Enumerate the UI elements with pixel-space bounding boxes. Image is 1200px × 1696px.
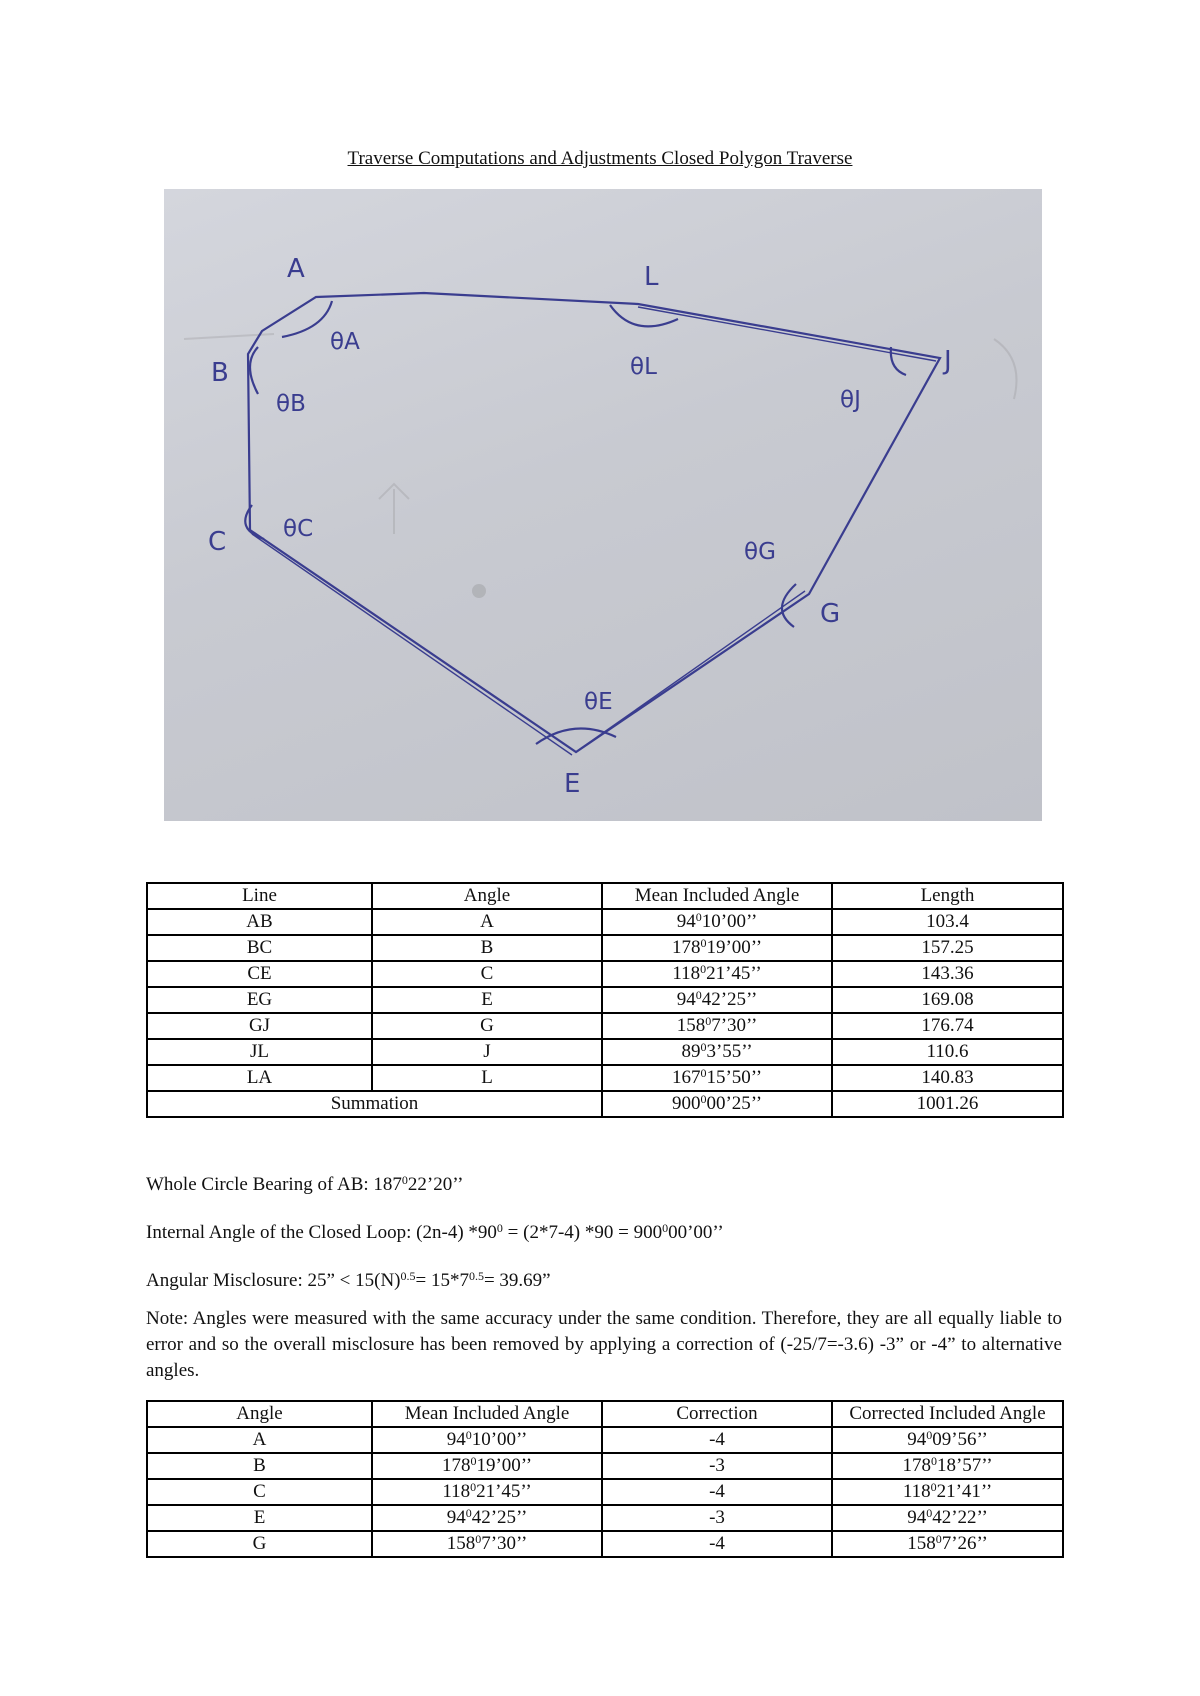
cell-angle: E (147, 1505, 372, 1531)
cell-angle: A (372, 909, 602, 935)
header-angle: Angle (372, 883, 602, 909)
angle-label-j: θJ (840, 387, 861, 413)
table-row (147, 1065, 1063, 1091)
cell-mean-angle: $94^010’00$’’ (602, 909, 832, 935)
cell-angle: E (372, 987, 602, 1013)
table-row (147, 987, 1063, 1013)
note-paragraph: Note: Angles were measured with the same accuracy under the same condition. Therefore, they are all equally liable to error and so the overall misclosure has been removed by applying a correction of (-25/7=-3.6) -3” or -4” to alternative angles. (146, 1308, 1062, 1381)
table-header-row (147, 1401, 1063, 1427)
table-row (147, 1479, 1063, 1505)
cell-mean-angle: $94^042’25$’’ (372, 1505, 602, 1531)
cell-corrected-angle: $158^07’26$’’ (832, 1531, 1063, 1557)
angle-label-c: θC (283, 516, 314, 542)
cell-correction: -3 (602, 1505, 832, 1531)
header-correction: Correction (602, 1401, 832, 1427)
angle-label-b: θB (276, 391, 306, 417)
cell-correction: -4 (602, 1427, 832, 1453)
vertex-label-j: J (944, 346, 952, 376)
vertex-label-l: L (644, 262, 659, 292)
cell-mean-angle: $167^015’50$’’ (602, 1065, 832, 1091)
cell-line: EG (147, 987, 372, 1013)
cell-angle: G (372, 1013, 602, 1039)
angle-label-l: θL (630, 354, 657, 380)
cell-line: AB (147, 909, 372, 935)
vertex-label-a: A (287, 254, 305, 284)
vertex-label-b: B (211, 358, 229, 388)
cell-mean-angle: $89^03’55$’’ (602, 1039, 832, 1065)
cell-angle: A (147, 1427, 372, 1453)
cell-corrected-angle: $94^009’56$’’ (832, 1427, 1063, 1453)
header-length: Length (832, 883, 1063, 909)
cell-angle: C (147, 1479, 372, 1505)
angle-label-e: θE (584, 689, 613, 715)
cell-mean-angle: $178^019’00$’’ (602, 935, 832, 961)
correction-table (146, 1400, 1064, 1558)
misclosure-line: Angular Misclosure: 25” < $15(N)^{0.5}= 15*7^{0.5}= 39.69$” (146, 1269, 551, 1291)
table-row (147, 1013, 1063, 1039)
angle-label-a: θA (330, 329, 360, 355)
cell-angle: L (372, 1065, 602, 1091)
table-row (147, 961, 1063, 987)
cell-mean-angle: $158^07’30$’’ (372, 1531, 602, 1557)
table-row (147, 909, 1063, 935)
cell-correction: -4 (602, 1479, 832, 1505)
table-row (147, 935, 1063, 961)
summation-angle: $900^000’25$’’ (602, 1091, 832, 1117)
cell-corrected-angle: $118^021’41$’’ (832, 1479, 1063, 1505)
cell-corrected-angle: $94^042’22$’’ (832, 1505, 1063, 1531)
angle-labels (276, 329, 861, 715)
cell-length: 169.08 (832, 987, 1063, 1013)
header-mean-included-angle: Mean Included Angle (602, 883, 832, 909)
summation-label: Summation (147, 1091, 602, 1117)
page-title: Traverse Computations and Adjustments Closed Polygon Traverse (347, 148, 853, 169)
header-mean-included-angle: Mean Included Angle (372, 1401, 602, 1427)
cell-mean-angle: $94^010’00$’’ (372, 1427, 602, 1453)
header-line: Line (147, 883, 372, 909)
cell-length: 157.25 (832, 935, 1063, 961)
cell-angle: J (372, 1039, 602, 1065)
traverse-polygon (248, 293, 940, 755)
cell-angle: B (147, 1453, 372, 1479)
cell-line: CE (147, 961, 372, 987)
cell-mean-angle: $118^021’45$’’ (372, 1479, 602, 1505)
summation-row (147, 1091, 1063, 1117)
cell-correction: -4 (602, 1531, 832, 1557)
bearing-line: Whole Circle Bearing of AB: $187^022’20$’’ (146, 1173, 464, 1195)
table-header-row (147, 883, 1063, 909)
table-row (147, 1427, 1063, 1453)
angle-label-g: θG (744, 539, 776, 565)
summation-length: 1001.26 (832, 1091, 1063, 1117)
vertex-labels (208, 254, 952, 799)
mean-angle-table (146, 882, 1064, 1118)
cell-line: BC (147, 935, 372, 961)
cell-angle: G (147, 1531, 372, 1557)
cell-length: 176.74 (832, 1013, 1063, 1039)
cell-correction: -3 (602, 1453, 832, 1479)
vertex-label-c: C (208, 527, 227, 557)
vertex-label-e: E (564, 769, 581, 799)
table-row (147, 1505, 1063, 1531)
table-row (147, 1039, 1063, 1065)
angle-arcs (245, 301, 906, 744)
cell-angle: B (372, 935, 602, 961)
cell-length: 110.6 (832, 1039, 1063, 1065)
cell-length: 140.83 (832, 1065, 1063, 1091)
cell-length: 103.4 (832, 909, 1063, 935)
cell-mean-angle: $94^042’25$’’ (602, 987, 832, 1013)
cell-angle: C (372, 961, 602, 987)
header-corrected-included-angle: Corrected Included Angle (832, 1401, 1063, 1427)
cell-line: GJ (147, 1013, 372, 1039)
cell-mean-angle: $118^021’45$’’ (602, 961, 832, 987)
table-row (147, 1531, 1063, 1557)
traverse-sketch (164, 189, 1042, 821)
header-angle: Angle (147, 1401, 372, 1427)
table-row (147, 1453, 1063, 1479)
cell-mean-angle: $158^07’30$’’ (602, 1013, 832, 1039)
vertex-label-g: G (820, 599, 841, 629)
cell-mean-angle: $178^019’00$’’ (372, 1453, 602, 1479)
cell-line: JL (147, 1039, 372, 1065)
traverse-sketch-photo (164, 189, 1042, 821)
internal-angle-line: Internal Angle of the Closed Loop: (2n-4) $*90^0 = (2*7-4) *90$ = $900^000’00$’’ (146, 1221, 724, 1243)
cell-corrected-angle: $178^018’57$’’ (832, 1453, 1063, 1479)
cell-line: LA (147, 1065, 372, 1091)
cell-length: 143.36 (832, 961, 1063, 987)
